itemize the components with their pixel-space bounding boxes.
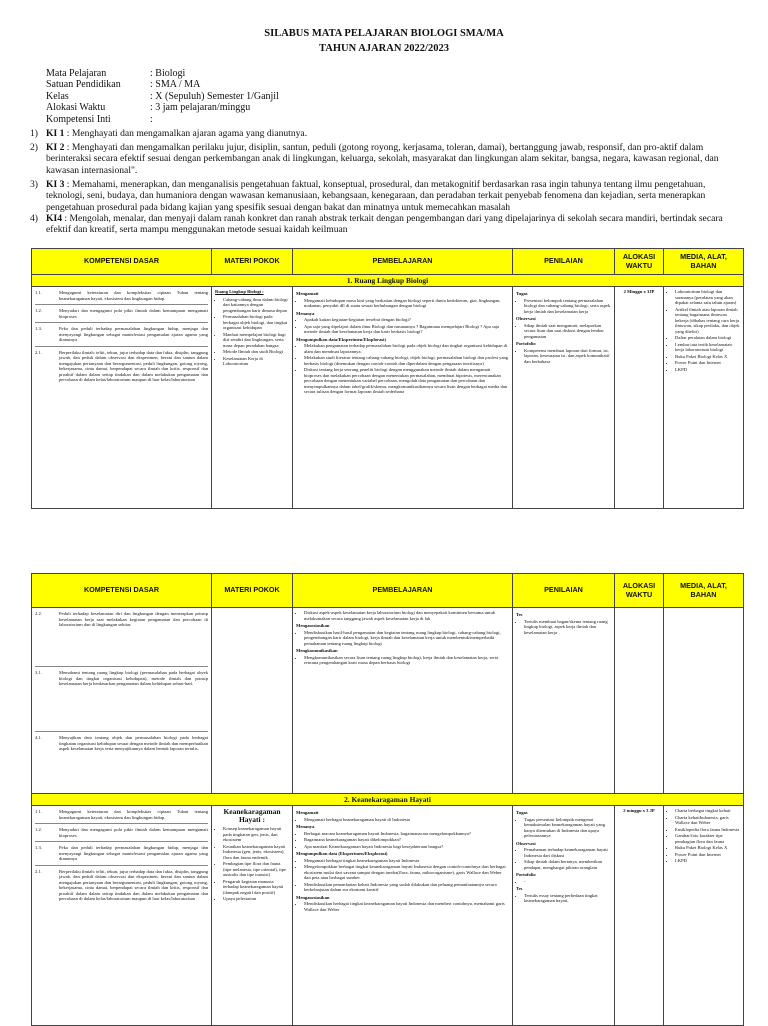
media-item: • Buku Paket Biologi Kelas X xyxy=(675,354,740,360)
kd-item xyxy=(35,806,208,824)
activity-heading: Mengumpulkan data/Eksperimen/Eksplorasi) xyxy=(296,336,386,342)
materi-cell xyxy=(212,287,293,509)
penilaian-cell xyxy=(513,287,615,509)
kd-text: Peka dan peduli terhadap permasalahan lingkungan hidup, menjaga dan menyayangi lingkungan sebagai manisfestasi pengamalan ajaran agama yang dianutnya xyxy=(59,326,208,342)
activity-item: • Mengkomunikasikan secara lisan tentang ruang lingkup biologi, kerja ilmiah dan keselamatan kerja, serta rencana pengembangan karir masa depan berbasis biologi xyxy=(304,655,509,666)
kd-cell xyxy=(32,806,212,1026)
ki-code: KI4 xyxy=(46,213,62,224)
activity-item: • Diskusi tentang kerja seorang peneliti biologi dengan menggunakan metode ilmiah dalam mengamati bioproses dan melakukan percobaan dengan menentukan permasalahan, membuat hipotesis, merencanakan percobaan dengan menentukan variabel percobaan, mengolah data pengamatan dan percobaan dan menyimpulkannya dalam tabel/grafik/skema, mengkomunikasikannya secara lisan dengan berbagai media dan secara tulisan dengan format laporan ilmiah sederhana xyxy=(304,367,509,395)
kd-item xyxy=(35,667,208,732)
materi-item: • Metode Ilmiah dan studi Biologi xyxy=(223,349,289,355)
kd-cell xyxy=(32,608,212,794)
meta-value: : X (Sepuluh) Semester 1/Ganjil xyxy=(150,90,279,102)
media-item: • Charta berbagai tingkat kehati xyxy=(675,808,740,814)
activity-item: • Diskusi aspek-aspek keselamatan kerja laboratorium biologi dan menyepakati komitmen bersama untuk melaksanakan secara tanggung jawab aspek keselamatan kerja di lab xyxy=(304,610,509,621)
meta-key: Mata Pelajaran xyxy=(46,68,107,79)
ki-number: 4) xyxy=(30,213,38,224)
kd-text: Menyadari dan mengagumi pola pikir ilmiah dalam kemampuan mengamati bioproses xyxy=(59,308,208,319)
kd-item xyxy=(35,842,208,866)
kd-text: Menyadari dan mengagumi pola pikir ilmiah dalam kemampuan mengamati bioproses xyxy=(59,827,208,838)
assessment-heading: Portofolio xyxy=(516,872,536,877)
media-item: • Daftar peralatan dalam biologi xyxy=(675,335,740,341)
materi-item: • Keselamatan Kerja di Laboratorium xyxy=(223,356,289,367)
column-header-penilaian: PENILAIAN xyxy=(513,249,615,275)
meta-row xyxy=(46,68,279,79)
assessment-item: • - xyxy=(524,879,611,885)
kd-number: 1.1. xyxy=(35,809,42,814)
kd-text: Mengagumi keteraturan dan kompleksitas ciptaan Tuhan tentang keanekaragaman hayati, ekosistem dan lingkungan hidup. xyxy=(59,809,208,820)
activity-item: • Apa manfaat Keanekaragaman hayati Indonesia bagi kesejahteraan bangsa? xyxy=(304,844,509,850)
assessment-heading: Tes xyxy=(516,886,523,891)
media-item: • Power Point dan Internet xyxy=(675,852,740,858)
assessment-item: • Tugas presentasi kelompok mengenai kemaksimalan keanekaragaman hayati yang hanya ditemukan di Indonesia dan upaya pelestariannya xyxy=(524,817,611,839)
column-header-media: MEDIA, ALAT, BAHAN xyxy=(664,574,744,608)
kd-item xyxy=(35,608,208,667)
materi-cell xyxy=(212,608,293,794)
assessment-heading: Portofolio xyxy=(516,341,536,346)
assessment-heading: Tes xyxy=(516,612,523,617)
activity-heading: Mengamati xyxy=(296,810,319,815)
kd-number: 4.1. xyxy=(35,735,42,740)
activity-item: • Mengamati berbagai keanekaragaman hayati di Indonesia xyxy=(304,817,509,823)
kd-item xyxy=(35,287,208,305)
activity-item: • Apakah kaitan kegiatan-kegiatan tersebut dengan biologi? xyxy=(304,317,509,323)
materi-item: • Upaya pelestarian xyxy=(223,896,289,902)
media-item: • LKPD xyxy=(675,367,740,373)
kd-text: Peduli terhadap keselamatan diri dan lingkungan dengan menerapkan prinsip keselamatan kerja saat melakukan kegiatan pengamatan dan percobaan di laboratorium dan di lingkungan sekitar. xyxy=(59,611,208,627)
materi-cell xyxy=(212,806,293,1026)
ki-4 xyxy=(30,213,742,236)
media-item: • Artikel ilmiah atau laporan ilmiah tentang bagaimana ilmuwan bekerja (dibahas tentang cara kerja ilmuwan, sikap perilaku, dan objek yang diteliti) xyxy=(675,307,740,335)
activity-item: • Mengelompokkan berbagai tingkat keanekaragaman hayati Indonesia dengan contoh-contohnya dari berbagai ekosistem mulai dari savana sampai dengan tundra(flora, fauna, mikroorganisme), garis Wallace dan Weber dan peta atau berbagai sumber xyxy=(304,864,509,881)
materi-item: • Pembagian tipe flora dan fauna (tipe melanesia, tipe oriental), tipe australis dan tipe transisi) xyxy=(223,861,289,878)
media-cell xyxy=(664,608,744,794)
activity-item: • Berbagai macam keanekaragaman hayati Indonesia, bagaimanacara mengelompokkannya? xyxy=(304,831,509,837)
materi-item: • Permasalahan biologi pada berbagai objek biologi, dan tingkat organisasi kehidupan xyxy=(223,314,289,331)
materi-title: Ruang Lingkup Biologi : xyxy=(215,289,264,294)
activity-heading: Mengasosiasikan xyxy=(296,623,330,628)
activity-heading: Mengkomunikasikan xyxy=(296,648,338,653)
kd-number: 1.2. xyxy=(35,827,42,832)
assessment-heading: Tugas xyxy=(516,810,528,815)
activity-heading: Mengasosiasikan xyxy=(296,894,330,900)
kd-number: 1.3. xyxy=(35,845,42,850)
kd-text: Berperilaku ilmiah: teliti, tekun, jujur terhadap data dan fakta, disiplin, tanggung jawab, dan peduli dalam observasi dan eksperimen, berani dan santun dalam mengajukan pertanyaan dan berargumentasi, peduli lingkungan, gotong royong, bekerjasama, cinta damai, berpendapat secara ilmiah dan kritis, responsif dan proaktif dalam dalam setiap tindakan dan dalam melakukan pengamatan dan percobaan di dalam kelas/laboratorium maupun di luar kelas/laboratorium xyxy=(59,868,208,901)
assessment-item: • Sikap ilmiah dalam bertanya, memberikan pendapat, menghargai pikiran oranglain xyxy=(524,859,611,870)
ki-1 xyxy=(30,128,742,139)
ki-number: 2) xyxy=(30,142,38,153)
activity-heading: Mengamati xyxy=(296,291,319,296)
document-subtitle: TAHUN AJARAN 2022/2023 xyxy=(319,43,449,54)
ki-text: : Mengolah, menalar, dan menyaji dalam ranah konkret dan ranah abstrak terkait dengan pengembangan dari yang dipelajarinya di sekolah secara mandiri, bertindak secara efektif dan kreatif, serta mampu menggunakan metode sesuai kaidah keilmuan xyxy=(46,213,723,236)
kd-item xyxy=(35,866,208,905)
section-title: 1. Ruang Lingkup Biologi xyxy=(32,275,744,287)
materi-item: • Manfaat mempelajari biologi bagi diri sendiri dan lingkungan, serta masa depan peradaban bangsa xyxy=(223,332,289,349)
activity-item: • Mendiskusikan berbagai tingkat keanekaragaman hayati Indonesia dan memberi contohnya, memahami garis Wallace dan Weber xyxy=(304,901,509,912)
column-header-kd: KOMPETENSI DASAR xyxy=(32,249,212,275)
column-header-materi: MATERI POKOK xyxy=(212,249,293,275)
column-header-alokasi: ALOKASI WAKTU xyxy=(615,249,664,275)
meta-key: Satuan Pendidikan xyxy=(46,79,121,91)
materi-item: • Cabang-cabang ilmu dalam biologi dan kaitannya dengan pengembangan karir dimasa depan xyxy=(223,297,289,314)
meta-key: Alokasi Waktu xyxy=(46,102,106,114)
activity-item: • Mendiskusikan hasil-hasil pengamatan dan kegiatan tentang ruang lingkup biologi, cabang-cabang biologi, pengembangan karir dalam biologi, kerja ilmiah dan keselamatan kerja untuk membentuk/memperbaiki pemahaman tentang ruang lingkup biologi xyxy=(304,630,509,647)
media-item: • Lembar tata tertib keselamatan kerja laboratorium biologi xyxy=(675,342,740,353)
activity-item: • Bagaimana keanekaragaman hayati dikelompokkan? xyxy=(304,837,509,843)
kd-number: 1.3. xyxy=(35,326,42,331)
kd-item xyxy=(35,323,208,347)
meta-row xyxy=(46,79,279,90)
assessment-item: • Tertulis membuat bagan/skema tentang ruang lingkup biologi, aspek kerja ilmiah dan keselamatan kerja xyxy=(524,619,611,636)
kd-number: 2.2. xyxy=(35,611,42,616)
kd-number: 1.1. xyxy=(35,290,42,295)
kd-item xyxy=(35,824,208,842)
section-title: 2. Keanekaragaman Hayati xyxy=(32,794,744,806)
media-item: • Ensiklopedia flora fauna Indonesia xyxy=(675,827,740,833)
media-cell xyxy=(664,806,744,1026)
ki-2 xyxy=(30,142,742,176)
alokasi-cell: 2 minggu x 3 JP xyxy=(615,806,664,1026)
ki-number: 1) xyxy=(30,128,38,139)
assessment-heading: Tugas xyxy=(516,291,528,296)
media-cell xyxy=(664,287,744,509)
assessment-item: • Presentasi kelompok tentang permasalahan biologi dan cabang-cabang biologi, serta aspek kerja ilmiah dan keselamatan kerja xyxy=(524,298,611,315)
activity-item: • Mengamati kehidupan masa kini yang berkaitan dengan biologi seperti dunia kedokteran, gizi, lingkungan, makanan, penyakit dll di suatu sesuai berhubungan dengan biologi xyxy=(304,298,509,309)
kd-number: 1.2. xyxy=(35,308,42,313)
meta-value: : 3 jam pelajaran/minggu xyxy=(150,102,251,114)
meta-key: Kompetensi Inti xyxy=(46,113,111,125)
media-item: • LKPD xyxy=(675,858,740,864)
column-header-pembelajaran: PEMBELAJARAN xyxy=(293,574,513,608)
media-item: • Charta kehatiIndonesia, garis Wallace dan Weber xyxy=(675,815,740,826)
ki-code: KI 1 xyxy=(46,128,65,139)
kd-text: Menyajikan data tentang objek dan permasalahan biologi pada berbagai tingkatan organisasi kehidupan sesuai dengan metode ilmiah dan memperhatikan aspek keselamatan kerja serta menyajikannya dalam bentuk laporan tertulis. xyxy=(59,735,208,751)
media-item: • Laboratorium biologi dan sarananya (peralatan yang akan dipakai selama satu tahun ajaran) xyxy=(675,289,740,306)
kd-cell xyxy=(32,287,212,509)
activity-item: • Melakukan studi literatur tentang cabang-cabang biologi, objek biologi, permasalahan biologi dan profesi yang berbasis biologi (ditemukan dengan contoh-contoh dan diperdalam dengan pengasaan teoritisnya) xyxy=(304,355,509,366)
meta-row xyxy=(46,91,279,102)
meta-value: : SMA / MA xyxy=(150,79,201,91)
kd-number: 2.1. xyxy=(35,349,42,355)
activity-heading: Mengumpulkan data (Eksperimen/Eksplorasi) xyxy=(296,851,388,856)
kd-text: Berperilaku ilmiah: teliti, tekun, jujur terhadap data dan fakta, disiplin, tanggung jawab, dan peduli dalam observasi dan eksperimen, berani dan santun dalam mengajukan pertanyaan dan berargumentasi, peduli lingkungan, gotong royong, bekerjasama, cinta damai, berpendapat secara ilmiah dan kritis, responsif dan proaktif dalam dalam setiap tindakan dan dalam melakukan pengamatan dan percobaan di dalam kelas/laboratorium maupun di luar kelas/laboratorium xyxy=(59,349,208,382)
column-header-alokasi: ALOKASI WAKTU xyxy=(615,574,664,608)
kd-item xyxy=(35,347,208,386)
pembelajaran-cell xyxy=(293,608,513,794)
alokasi-cell xyxy=(615,608,664,794)
meta-row xyxy=(46,114,279,125)
column-header-penilaian: PENILAIAN xyxy=(513,574,615,608)
activity-item: • Melakukan pengamatan terhadap permasalahan biologi pada objek biologi dan tingkat organisasi kehidupan di alam dan membuat laporannya. xyxy=(304,343,509,354)
assessment-item: • Pemahaman terhadap keanekaragaman hayati Indonesia dari diskusi xyxy=(524,847,611,858)
kd-text: Peka dan peduli terhadap permasalahan lingkungan hidup, menjaga dan menyayangi lingkungan sebagai manisfestasi pengamalan ajaran agama yang dianutnya xyxy=(59,845,208,861)
alokasi-cell: 2 Minggu x 3JP xyxy=(615,287,664,509)
kd-number: 3.1. xyxy=(35,670,42,675)
ki-text: : Menghayati dan mengamalkan perilaku jujur, disiplin, santun, peduli (gotong royong, kerjasama, toleran, damai), bertanggung jawab, responsif, dan pro-aktif dalam berinteraksi secara efektif sesuai dengan perkembangan anak di lingkungan, keluarga, sekolah, masyarakat dan lingkungan alam sekitar, bangsa, negara, kawasan regional, dan kawasan internasional". xyxy=(46,142,719,176)
ki-text: : Menghayati dan mengamalkan ajaran agama yang dianutnya. xyxy=(64,128,308,139)
column-header-pembelajaran: PEMBELAJARAN xyxy=(293,249,513,275)
assessment-item: • Kompetensi membuat laporan dari format, isi, laporan, kesesuaian isi, dan aspek komunikatif dan berbahasa xyxy=(524,348,611,365)
ki-number: 3) xyxy=(30,179,38,190)
media-item: • Gambar/foto karakter tipe pembagian flora dan fauna xyxy=(675,833,740,844)
ki-text: : Memahami, menerapkan, dan menganalisis pengetahuan faktual, konseptual, prosedural, dan metakognitif berdasarkan rasa ingin tahunya tentang ilmu pengetahuan, teknologi, seni, budaya, dan humaniora dengan wawasan kemanusiaan, kebangsaan, kenegaraan, dan peradaban terkait penyebab fenomena dan kejadian, serta menerapkan pengetahuan prosedural pada bidang kajian yang spesifik sesuai dengan bakat dan minatnya untuk memecahkan masalah xyxy=(46,179,706,213)
meta-row xyxy=(46,102,279,113)
media-item: • Power Point dan Internet xyxy=(675,360,740,366)
syllabus-table-2 xyxy=(31,573,744,1026)
meta-value: : xyxy=(150,113,153,125)
media-item: • Buku Paket Biologi Kelas X xyxy=(675,845,740,851)
assessment-heading: Observasi xyxy=(516,316,536,321)
pembelajaran-cell xyxy=(293,806,513,1026)
activity-heading: Menanya xyxy=(296,310,315,316)
activity-heading: Menanya xyxy=(296,824,315,829)
kd-number: 2.1. xyxy=(35,868,42,874)
activity-item: • Mengamati berbagai tingkat keanekaragaman hayati Indonesia xyxy=(304,858,509,864)
assessment-item: • Sikap ilmiah saat mengamati, melaporkan secara lisan dan saat diskusi dengan lembar pengamatan xyxy=(524,323,611,340)
materi-item: • Konsep keanekaragaman hayati pada tingkatan gen, jenis, dan ekosistem xyxy=(223,826,289,843)
kd-item xyxy=(35,305,208,323)
ki-3 xyxy=(30,179,742,213)
assessment-item: • Tertulis essay tentang perbedaan tingkat keanekaragaman hayati, xyxy=(524,893,611,904)
syllabus-table-1 xyxy=(31,248,744,509)
ki-code: KI 2 xyxy=(46,142,65,153)
document-title: SILABUS MATA PELAJARAN BIOLOGI SMA/MA xyxy=(264,28,504,39)
kd-text: Mengagumi keteraturan dan kompleksitas ciptaan Tuhan tentang keanekaragaman hayati, ekosistem dan lingkungan hidup. xyxy=(59,290,208,301)
materi-item: • Pengaruh kegiatan manusia terhadap keanekaragaman hayati (dampak negatif dan positif) xyxy=(223,879,289,896)
pembelajaran-cell xyxy=(293,287,513,509)
materi-title: Keanekaragaman Hayati : xyxy=(223,807,281,824)
column-header-materi: MATERI POKOK xyxy=(212,574,293,608)
kd-text: Memahami tentang ruang lingkup biologi (permasalahan pada berbagai obyek biologi dan tingkat organisasi kehidupan), metode ilmiah dan prinsip keselamatan kerja berdasarkan pengamatan dalam kehidupan sehari-hari. xyxy=(59,670,208,686)
penilaian-cell xyxy=(513,608,615,794)
penilaian-cell xyxy=(513,806,615,1026)
meta-block xyxy=(46,68,279,125)
column-header-media: MEDIA, ALAT, BAHAN xyxy=(664,249,744,275)
ki-code: KI 3 xyxy=(46,179,65,190)
kd-item xyxy=(35,732,208,755)
column-header-kd: KOMPETENSI DASAR xyxy=(32,574,212,608)
meta-key: Kelas xyxy=(46,90,69,102)
activity-item: • Mendiskusikan pemanfaatan kehati Indonesia yang sudah dilakukan dan peluang pemanfaatannya secara berkelanjutan dalam era ekonomi kreatif xyxy=(304,882,509,893)
materi-item: • Keunikan keanekaragaman hayati Indonesia (gen, jenis, ekosistem), flora dan fauna endemik xyxy=(223,844,289,861)
activity-item: • Apa saja yang dipelajari dalam ilmu Biologi dan turunannya ? Bagaimana mempelajari Biologi ? Apa saja metode ilmiah dan keselamatan kerja dan karir berbasis biologi? xyxy=(304,324,509,335)
assessment-heading: Observasi xyxy=(516,840,536,846)
meta-value: : Biologi xyxy=(150,68,186,79)
